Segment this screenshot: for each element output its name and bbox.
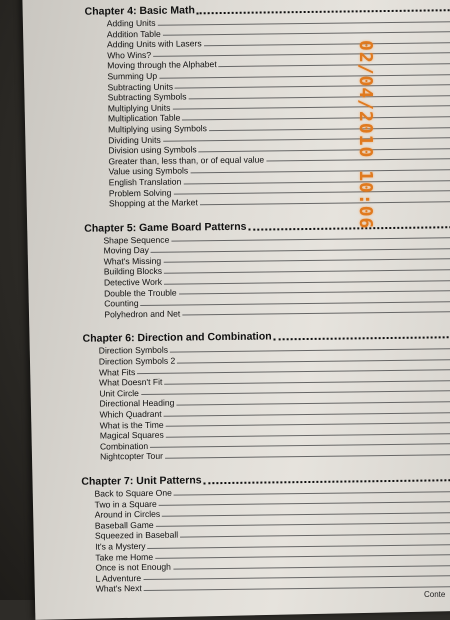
leader-line bbox=[200, 200, 450, 205]
chapter-item-list bbox=[85, 14, 450, 210]
toc-entry-label: Two in a Square bbox=[94, 498, 157, 510]
toc-entry-label: Once is not Enough bbox=[95, 561, 171, 573]
leader-line bbox=[144, 585, 450, 590]
chapter-section bbox=[85, 0, 450, 209]
chapter-title: Chapter 7: Unit Patterns bbox=[81, 474, 202, 488]
leader-line bbox=[199, 147, 450, 152]
leader-dots bbox=[274, 336, 450, 341]
toc-entry-label: What is the Time bbox=[99, 419, 164, 431]
toc-entry-label: Multiplying Units bbox=[107, 102, 171, 114]
leader-line bbox=[190, 168, 450, 173]
book-page bbox=[22, 0, 450, 620]
toc-entry-label: It's a Mystery bbox=[95, 540, 146, 552]
toc-entry-label: Who Wins? bbox=[107, 49, 152, 61]
toc-entry-label: Greater than, less than, or of equal value bbox=[108, 154, 265, 167]
toc-entry-label: Direction Symbols bbox=[98, 345, 169, 356]
toc-entry-label: Adding Units bbox=[106, 17, 156, 29]
toc-entry-label: Directional Heading bbox=[99, 398, 175, 409]
toc-entry-label: Moving through the Alphabet bbox=[107, 59, 217, 71]
chapter-item-list bbox=[84, 230, 450, 320]
toc-entry-label: Combination bbox=[99, 440, 149, 452]
toc-entry-label: Multiplying using Symbols bbox=[107, 123, 207, 135]
toc-entry-label: Take me Home bbox=[95, 551, 154, 563]
toc-entry-label: Nightcopter Tour bbox=[99, 451, 164, 462]
chapter-section bbox=[81, 469, 450, 594]
chapter-item-list bbox=[81, 483, 450, 594]
toc-entry-label: What Doesn't Fit bbox=[99, 376, 163, 388]
toc-entry-label: Shopping at the Market bbox=[108, 197, 198, 209]
page-corner-text: Conte bbox=[424, 590, 446, 599]
toc-entry-label: What Fits bbox=[98, 366, 136, 378]
chapter-title: Chapter 6: Direction and Combination bbox=[82, 330, 272, 346]
toc-entry-label: Baseball Game bbox=[94, 519, 154, 531]
toc-entry-label: What's Missing bbox=[103, 255, 162, 267]
toc-entry-label: Around in Circles bbox=[94, 508, 161, 520]
leader-line bbox=[204, 41, 450, 46]
chapter-section bbox=[83, 327, 450, 463]
date-timestamp: 02/04/2010 10:06 bbox=[355, 40, 376, 230]
toc-entry-label: Dividing Units bbox=[108, 134, 161, 145]
toc-entry-label: Shape Sequence bbox=[103, 234, 170, 246]
toc-entry-label: Problem Solving bbox=[108, 187, 172, 198]
leader-dots bbox=[204, 478, 450, 484]
toc-entry-label: Counting bbox=[104, 298, 139, 309]
table-of-contents bbox=[81, 0, 450, 595]
toc-entry-label: Moving Day bbox=[103, 245, 149, 256]
toc-entry-label: English Translation bbox=[108, 176, 182, 188]
toc-entry-label: What's Next bbox=[95, 583, 142, 594]
toc-entry-label: Subtracting Symbols bbox=[107, 91, 187, 103]
chapter-title: Chapter 5: Game Board Patterns bbox=[84, 220, 247, 235]
toc-entry-label: Unit Circle bbox=[99, 387, 139, 399]
toc-entry-label: Value using Symbols bbox=[108, 165, 189, 177]
toc-entry-label: Multiplication Table bbox=[107, 112, 181, 124]
toc-entry-label: Adding Units with Lasers bbox=[106, 38, 202, 50]
leader-dots bbox=[248, 225, 450, 230]
chapter-title: Chapter 4: Basic Math bbox=[84, 4, 195, 18]
toc-entry-label: Addition Table bbox=[106, 28, 161, 40]
toc-entry-label: Detective Work bbox=[103, 276, 163, 288]
toc-entry-label: Division using Symbols bbox=[108, 144, 197, 156]
leader-line bbox=[219, 63, 450, 68]
toc-entry-label: Building Blocks bbox=[103, 266, 163, 277]
toc-entry-label: Polyhedron and Net bbox=[104, 308, 181, 320]
toc-entry-label: Direction Symbols 2 bbox=[98, 355, 176, 367]
leader-line bbox=[188, 94, 450, 99]
toc-entry-label: L Adventure bbox=[95, 572, 142, 584]
toc-entry-label: Double the Trouble bbox=[103, 287, 177, 299]
toc-entry-label: Which Quadrant bbox=[99, 408, 162, 420]
leader-dots bbox=[197, 9, 450, 15]
chapter-section bbox=[84, 216, 450, 320]
toc-entry-label: Subtracting Units bbox=[107, 81, 174, 92]
leader-line bbox=[209, 126, 450, 131]
chapter-item-list bbox=[83, 341, 450, 463]
toc-entry-label: Squeezed in Baseball bbox=[94, 529, 179, 541]
toc-entry-label: Magical Squares bbox=[99, 429, 164, 441]
toc-entry-label: Back to Square One bbox=[94, 487, 172, 499]
toc-entry-label: Summing Up bbox=[107, 70, 158, 82]
